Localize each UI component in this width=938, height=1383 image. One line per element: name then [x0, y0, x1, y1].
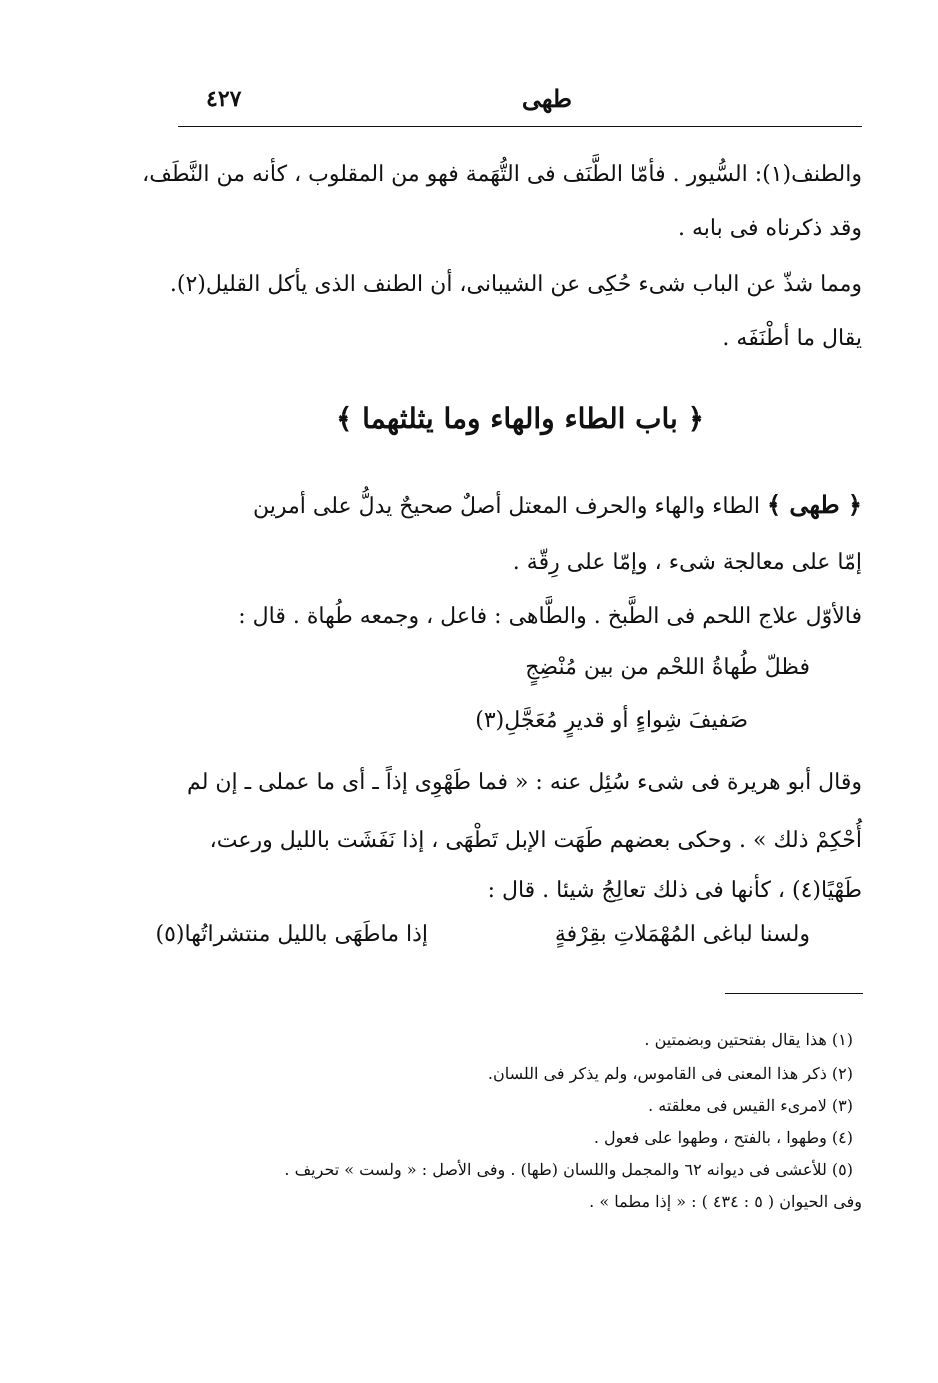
verse-1-hemistich-1: فظلّ طُهاةُ اللحْم من بين مُنْضِجٍ	[525, 655, 810, 680]
footnote-3: (٣) لامرىء القيس فى معلقته .	[648, 1096, 853, 1115]
verse-2-hemistich-1: ولسنا لباغى المُهْمَلاتِ بقِرْفةٍ	[554, 922, 810, 947]
footnote-1: (١) هذا يقال بفتحتين وبضمتين .	[644, 1030, 853, 1049]
section-title: ﴿ باب الطاء والهاء وما يثلثهما ﴾	[335, 402, 705, 435]
paragraph-2-line-2: يقال ما أطْنَفَه .	[722, 326, 862, 351]
footnote-separator	[725, 993, 863, 994]
entry-line-2: إمّا على معالجة شىء ، وإمّا على رِقّة .	[512, 550, 862, 575]
paragraph-3-line-2: أُحْكِمْ ذلك » . وحكى بعضهم طَهَت الإبل تَطْهَى ، إذا نَفَشَت بالليل ورعت،	[209, 828, 862, 853]
paragraph-3-line-1: وقال أبو هريرة فى شىء سُئِل عنه : « فما طَهْوِى إذاً ـ أى ما عملى ـ إن لم	[187, 770, 862, 795]
footnote-5: (٥) للأعشى فى ديوانه ٦٢ والمجمل واللسان (طها) . وفى الأصل : « ولست » تحريف .	[284, 1160, 853, 1179]
paragraph-3-line-3: طَهْيًا(٤) ، كأنها فى ذلك تعالِجُ شيئا . قال :	[487, 878, 862, 903]
footnote-2: (٢) ذكر هذا المعنى فى القاموس، ولم يذكر فى اللسان.	[487, 1064, 853, 1083]
paragraph-1-line-1: والطنف(١): السُّيور . فأمّا الطَّنَف فى التُّهَمة فهو من المقلوب ، كأنه من النَّطَف،	[142, 162, 862, 187]
running-title: طهى	[521, 84, 572, 113]
header-rule	[178, 126, 862, 127]
page-header	[178, 80, 862, 120]
entry-line-3: فالأوّل علاج اللحم فى الطَّبخ . والطَّاهى : فاعل ، وجمعه طُهاة . قال :	[238, 604, 862, 629]
paragraph-2-line-1: ومما شذّ عن الباب شىء حُكِى عن الشيبانى، أن الطنف الذى يأكل القليل(٢).	[169, 272, 862, 297]
paragraph-1-line-2: وقد ذكرناه فى بابه .	[677, 216, 862, 241]
footnote-4: (٤) وطهوا ، بالفتح ، وطهوا على فعول .	[593, 1128, 853, 1147]
page-number: ٤٢٧	[206, 86, 242, 112]
verse-1-hemistich-2: صَفيفَ شِواءٍ أو قديرٍ مُعَجَّلِ(٣)	[475, 708, 748, 733]
entry-line-1-text: الطاء والهاء والحرف المعتل أصلٌ صحيحٌ يدلُّ على أمرين	[252, 494, 760, 519]
verse-2-hemistich-2: إذا ماطَهَى بالليل منتشراتُها(٥)	[155, 922, 428, 947]
entry-headword: ﴿ طهى ﴾	[766, 490, 862, 519]
entry-line-1	[253, 490, 862, 522]
footnote-5-continued: وفى الحيوان ( ٥ : ٤٣٤ ) : « إذا مطما » .	[589, 1192, 862, 1211]
